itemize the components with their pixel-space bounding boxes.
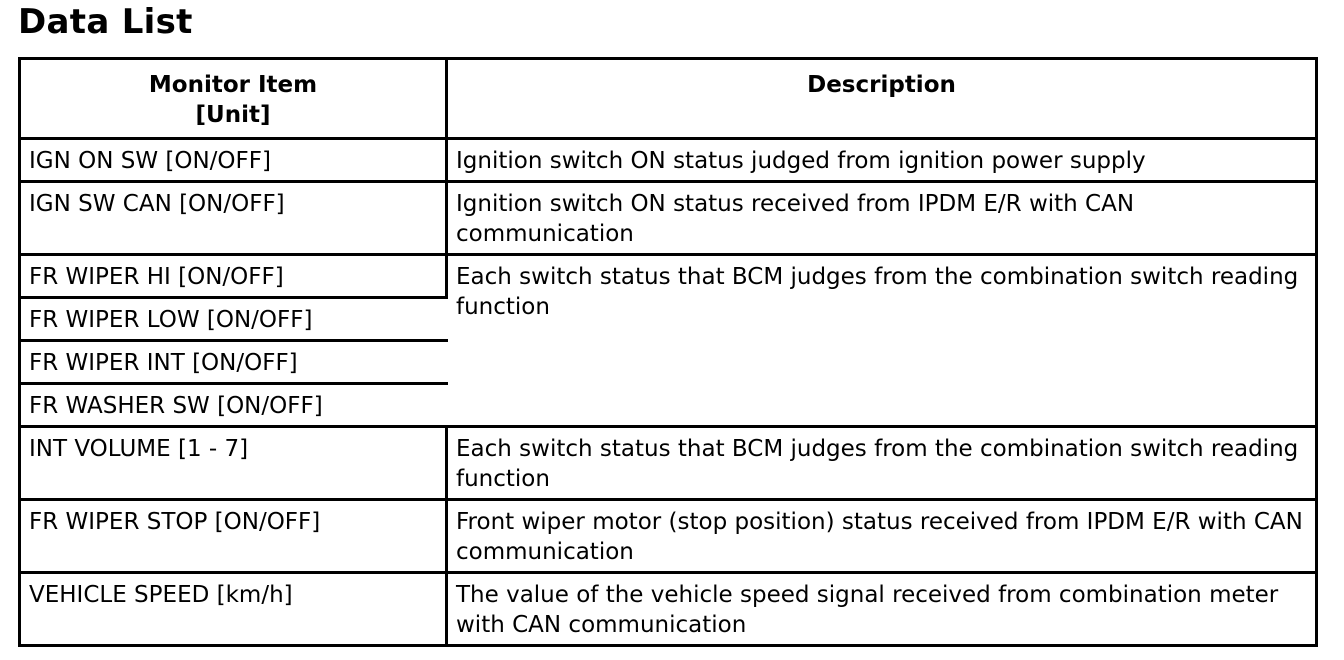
description-cell: Each switch status that BCM judges from the combination switch reading function — [448, 256, 1315, 428]
table-row — [21, 501, 1315, 574]
table-row — [21, 183, 1315, 256]
header-unit-label: [Unit] — [195, 102, 271, 128]
description-cell: Front wiper motor (stop position) status received from IPDM E/R with CAN communication — [448, 501, 1315, 574]
table-row — [21, 140, 1315, 183]
monitor-item-cell: IGN SW CAN [ON/OFF] — [21, 183, 448, 256]
table-row — [21, 256, 1315, 299]
data-list-table — [18, 57, 1318, 647]
table-row — [21, 428, 1315, 501]
monitor-item-cell: FR WIPER INT [ON/OFF] — [21, 342, 448, 385]
monitor-item-cell: IGN ON SW [ON/OFF] — [21, 140, 448, 183]
monitor-item-cell: FR WIPER STOP [ON/OFF] — [21, 501, 448, 574]
header-description: Description — [448, 60, 1315, 140]
table-row — [21, 574, 1315, 644]
page-title: Data List — [18, 2, 193, 42]
header-monitor-item-label: Monitor Item — [148, 72, 318, 98]
description-cell: Each switch status that BCM judges from the combination switch reading function — [448, 428, 1315, 501]
monitor-item-cell: FR WIPER HI [ON/OFF] — [21, 256, 448, 299]
monitor-item-cell: VEHICLE SPEED [km/h] — [21, 574, 448, 644]
header-monitor-item — [21, 60, 448, 140]
monitor-item-cell: INT VOLUME [1 - 7] — [21, 428, 448, 501]
description-cell: Ignition switch ON status judged from ignition power supply — [448, 140, 1315, 183]
monitor-item-cell: FR WASHER SW [ON/OFF] — [21, 385, 448, 428]
table-header-row — [21, 60, 1315, 140]
monitor-item-cell: FR WIPER LOW [ON/OFF] — [21, 299, 448, 342]
description-cell: Ignition switch ON status received from IPDM E/R with CAN communication — [448, 183, 1315, 256]
description-cell: The value of the vehicle speed signal received from combination meter with CAN communication — [456, 582, 1279, 638]
